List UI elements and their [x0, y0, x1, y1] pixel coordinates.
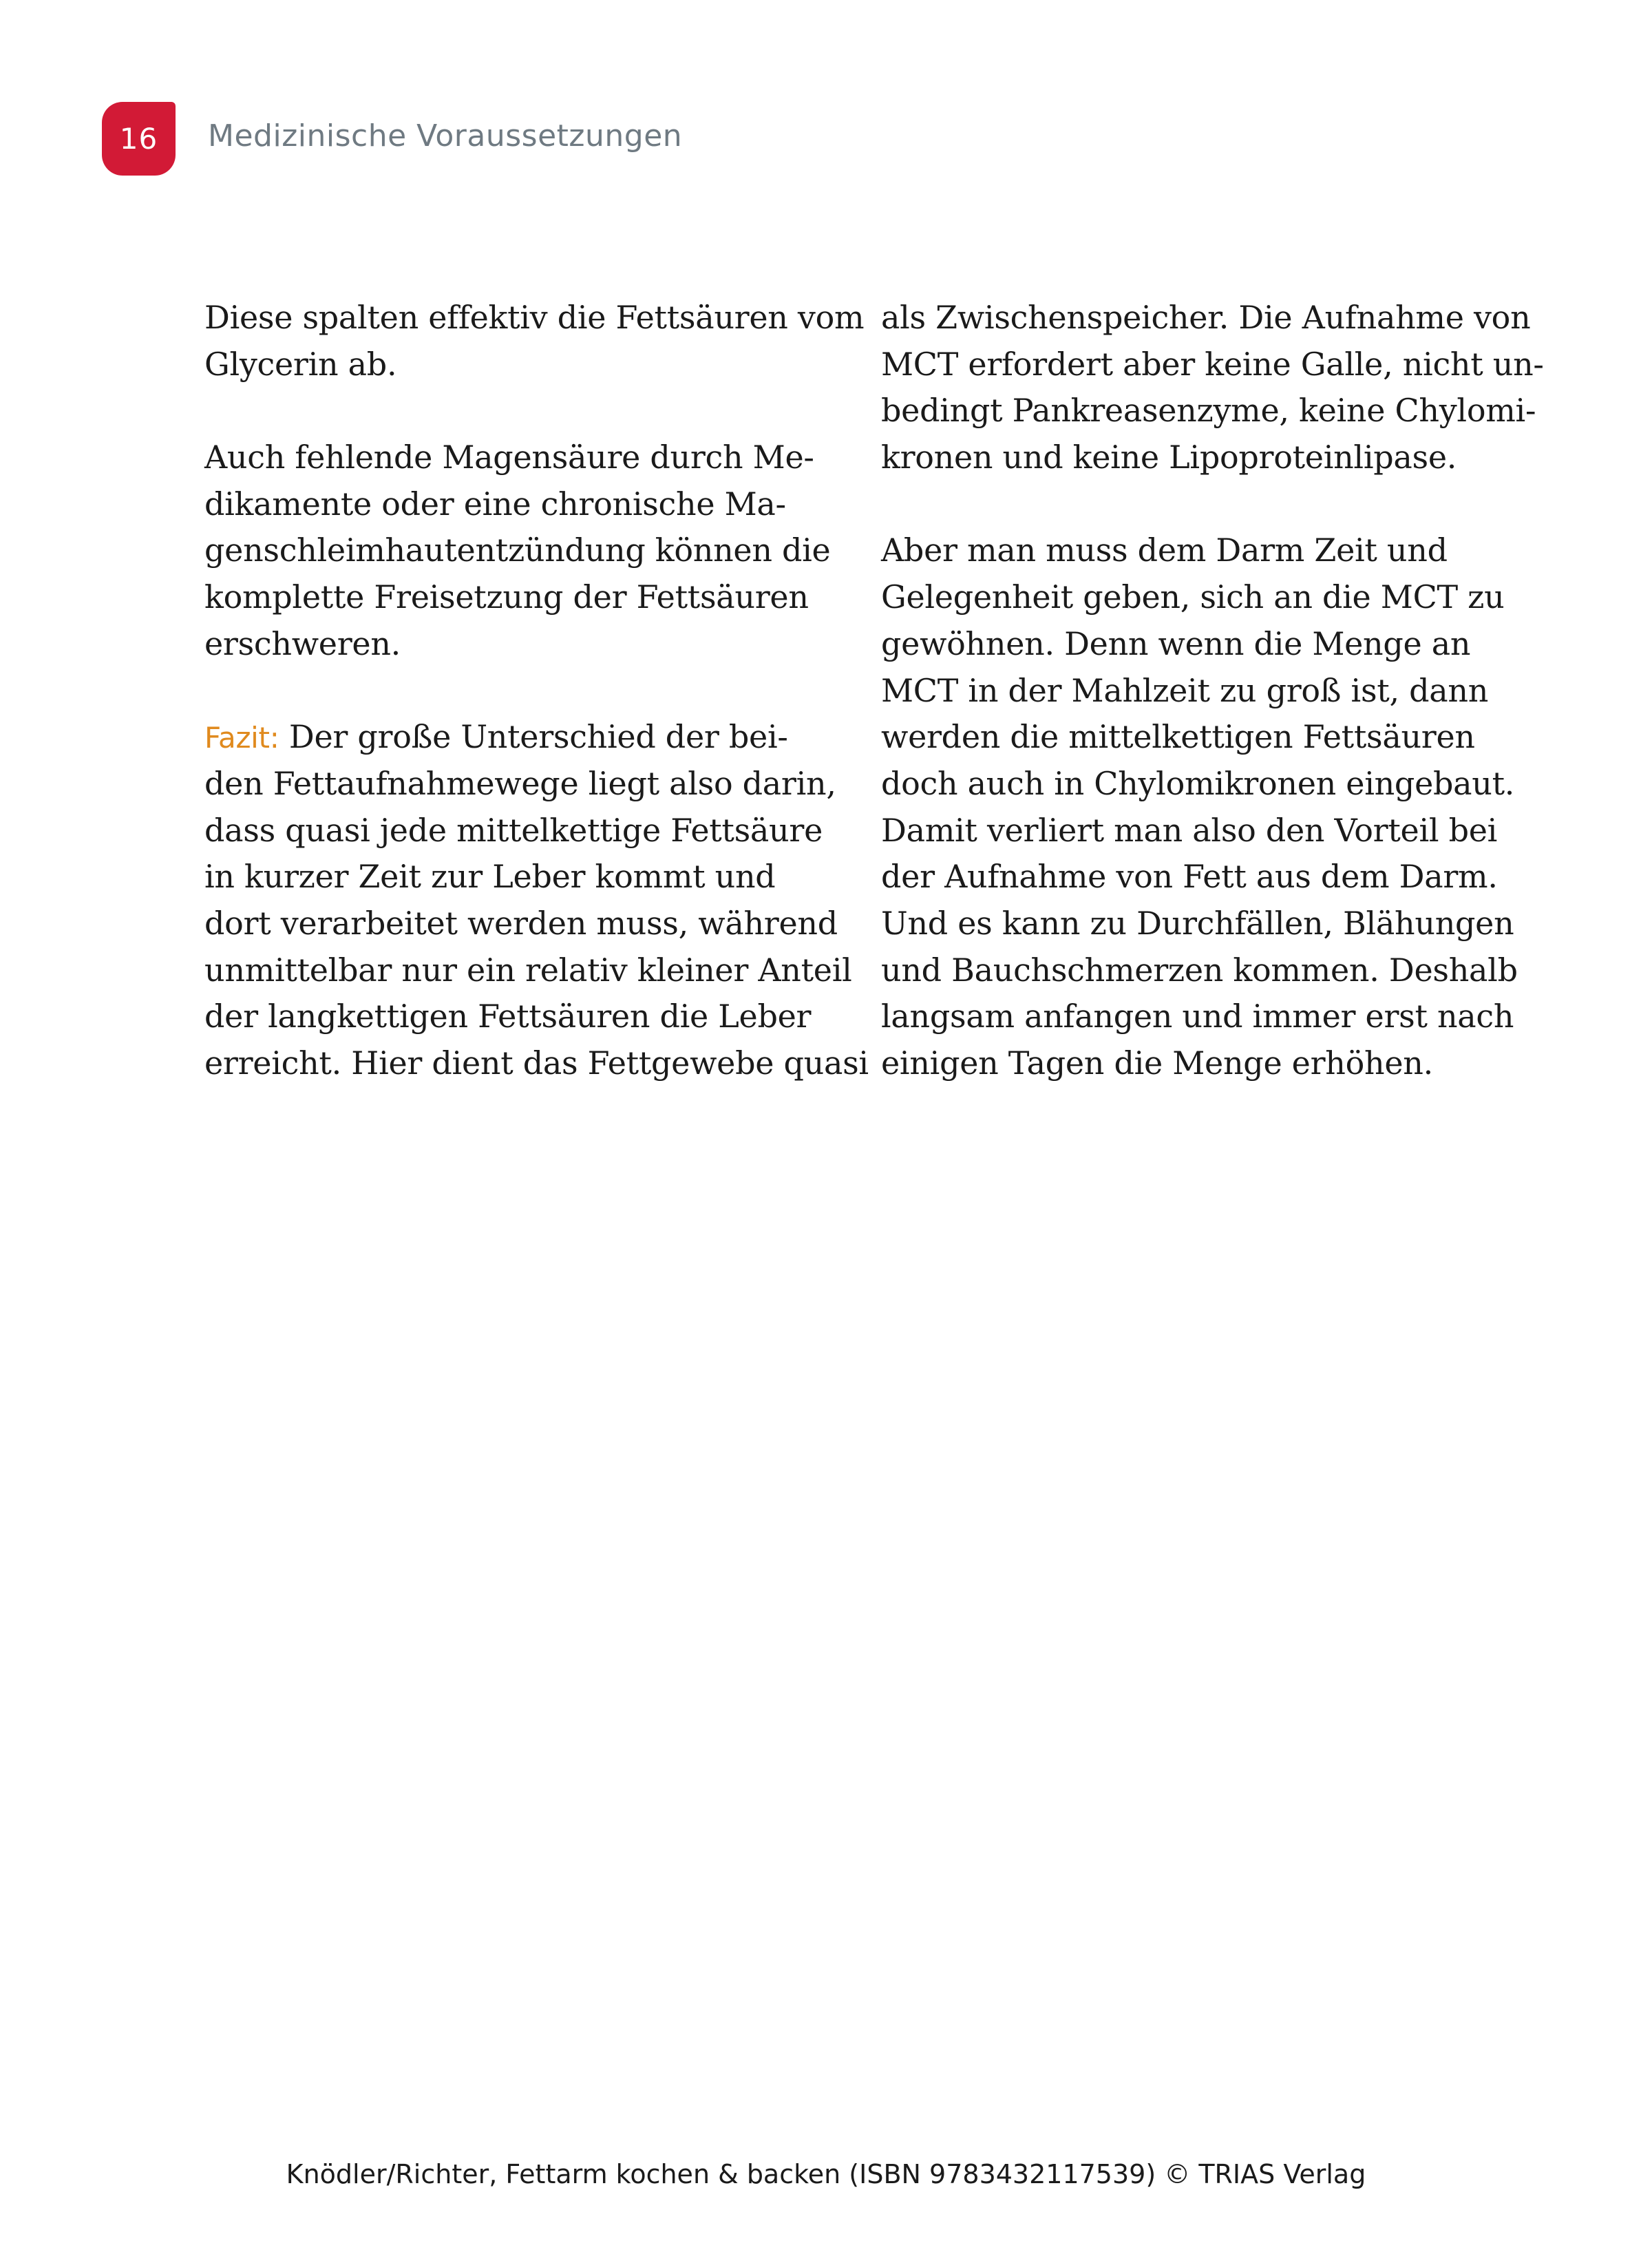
text-line: komplette Freisetzung der Fettsäuren — [204, 578, 809, 616]
text-line — [204, 714, 845, 761]
text-line: Aber man muss dem Darm Zeit und — [881, 532, 1448, 569]
right-column — [881, 295, 1544, 1087]
text-line: bedingt Pankreasenzyme, keine Chylomi- — [881, 392, 1536, 430]
page-number: 16 — [119, 122, 158, 156]
running-head: Medizinische Voraussetzungen — [208, 118, 683, 154]
text-line: gewöhnen. Denn wenn die Menge an — [881, 624, 1471, 662]
fazit-label: Fazit: — [204, 721, 279, 755]
text-line: dort verarbeitet werden muss, während — [204, 904, 838, 942]
paragraph-right-1 — [881, 295, 1544, 481]
text-line: MCT erfordert aber keine Galle, nicht un- — [881, 345, 1544, 383]
text-line: langsam anfangen und immer erst nach — [881, 998, 1514, 1035]
paragraph-left-1 — [204, 295, 865, 388]
text-line: erreicht. Hier dient das Fettgewebe quasi — [204, 1044, 869, 1082]
text-line: Glycerin ab. — [204, 345, 397, 383]
paragraph-gap — [204, 668, 845, 715]
paragraph-right-2 — [881, 527, 1521, 1086]
text-line: in kurzer Zeit zur Leber kommt und — [204, 858, 776, 896]
text-line: Auch fehlende Magensäure durch Me- — [204, 439, 814, 476]
paragraph-fazit — [204, 714, 869, 1087]
text-line: erschweren. — [204, 624, 401, 662]
text-line: der langkettigen Fettsäuren die Leber — [204, 998, 812, 1035]
left-column — [204, 295, 869, 1087]
text-line: einigen Tagen die Menge erhöhen. — [881, 1044, 1433, 1082]
text-line: Damit verliert man also den Vorteil bei — [881, 811, 1498, 849]
text-line: werden die mittelkettigen Fettsäuren — [881, 718, 1475, 756]
paragraph-gap — [881, 481, 1521, 528]
page-number-badge — [102, 102, 176, 176]
text-line: Gelegenheit geben, sich an die MCT zu — [881, 578, 1505, 616]
text-line: der Aufnahme von Fett aus dem Darm. — [881, 858, 1498, 896]
text-line: kronen und keine Lipoproteinlipase. — [881, 439, 1457, 476]
text-line: als Zwischenspeicher. Die Aufnahme von — [881, 299, 1531, 336]
text-line: unmittelbar nur ein relativ kleiner Anteil — [204, 951, 852, 989]
footer-citation: Knödler/Richter, Fettarm kochen & backen (ISBN 9783432117539) © TRIAS Verlag — [286, 2159, 1366, 2189]
paragraph-left-2 — [204, 434, 845, 667]
text-line: den Fettaufnahmewege liegt also darin, — [204, 764, 836, 802]
text-line: Diese spalten effektiv die Fettsäuren vom — [204, 299, 865, 336]
paragraph-gap — [204, 388, 845, 434]
text-line: genschleimhautentzündung können die — [204, 532, 831, 569]
text-line: doch auch in Chylomikronen eingebaut. — [881, 764, 1515, 802]
text-line: dass quasi jede mittelkettige Fettsäure — [204, 811, 823, 849]
text-line: und Bauchschmerzen kommen. Deshalb — [881, 951, 1518, 989]
text-line: dikamente oder eine chronische Ma- — [204, 485, 786, 523]
text-line: Und es kann zu Durchfällen, Blähungen — [881, 904, 1514, 942]
text-line: MCT in der Mahlzeit zu groß ist, dann — [881, 671, 1489, 709]
fazit-text: Der große Unterschied der bei- — [279, 718, 788, 756]
